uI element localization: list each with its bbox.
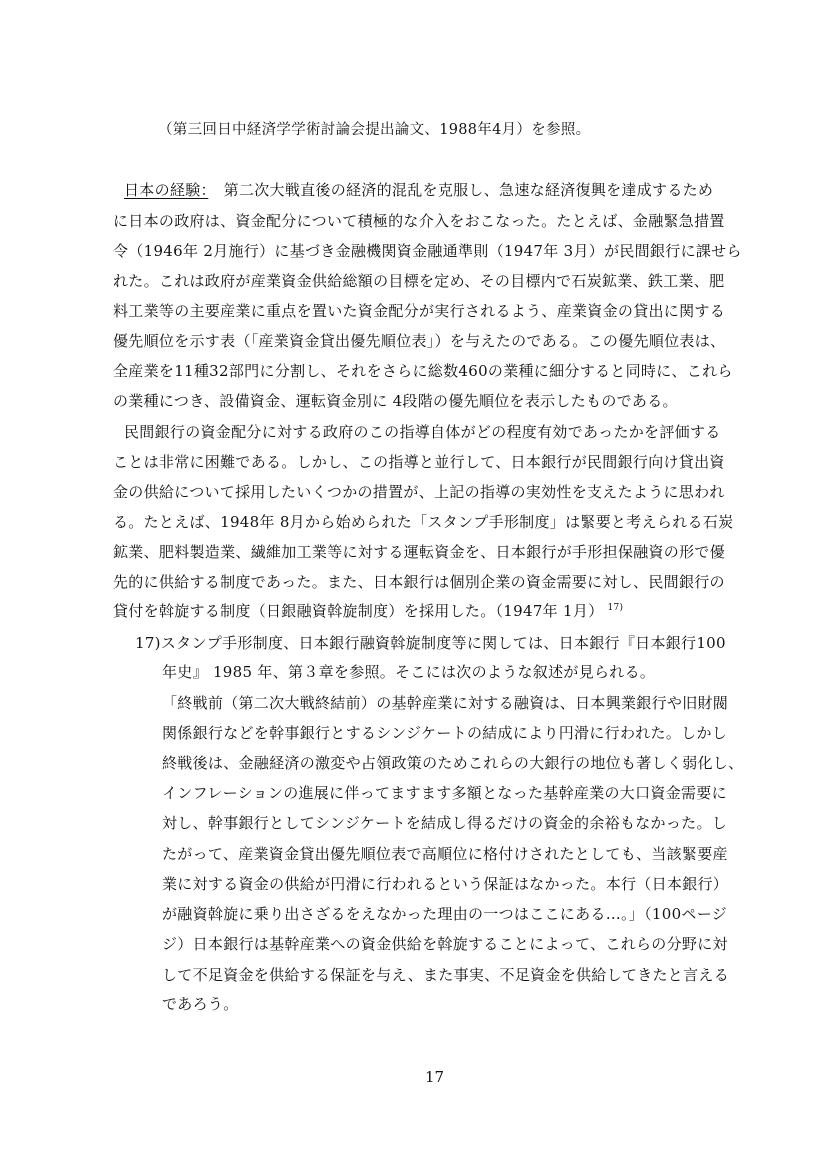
paragraph1-line: 料工業等の主要産業に重点を置いた資金配分が実行されるよう、産業資金の貸出に関する (113, 302, 726, 320)
footnote-quote-line: 「終戦前（第二次大戦終結前）の基幹産業に対する融資は、日本興業銀行や旧財閥 (162, 694, 729, 712)
paragraph2-line: る。たとえば、1948年 8月から始められた「スタンプ手形制度」は緊要と考えられる石炭 (113, 513, 734, 531)
footnote-line: 年史』 1985 年、第３章を参照。そこには次のような叙述が見られる。 (162, 663, 656, 681)
paragraph2-line: ことは非常に困難である。しかし、この指導と並行して、日本銀行が民間銀行向け貸出資 (113, 453, 725, 471)
paragraph1-line: に日本の政府は、資金配分について積極的な介入をおこなった。たとえば、金融緊急措置 (113, 212, 725, 230)
section-first-line-text: 第二次大戦直後の経済的混乱を克服し、急速な経済復興を達成するため (208, 181, 714, 199)
footnote-quote-line: 関係銀行などを幹事銀行とするシンジケートの結成により円滑に行われた。しかし (162, 724, 728, 742)
footnote-quote-line: して不足資金を供給する保証を与え、また事実、不足資金を供給してきたと言える (162, 966, 730, 984)
section-heading: 日本の経験： (124, 181, 209, 199)
footnote-quote-line: が融資斡旋に乗り出さざるをえなかった理由の一つはここにある…。」（100ページ (162, 905, 728, 923)
footnote-quote-line: たがって、産業資金貸出優先順位表で高順位に格付けされたとしても、当該緊要産 (162, 845, 728, 863)
paragraph2-line: 金の供給について採用したいくつかの措置が、上記の指導の実効性を支えたように思われ (113, 483, 725, 501)
paragraph2-line: 先的に供給する制度であった。また、日本銀行は個別企業の資金需要に対し、民間銀行の (113, 573, 725, 591)
paragraph2-last-line-text: 貸付を斡旋する制度（日銀融資斡旋制度）を採用した。（1947年 1月） (113, 602, 604, 620)
footnote-quote-line: ジ）日本銀行は基幹産業への資金供給を斡旋することによって、これらの分野に対 (162, 935, 728, 953)
footnote-quote-line: 業に対する資金の供給が円滑に行われるという保証はなかった。本行（日本銀行） (162, 875, 729, 893)
paragraph1-line: の業種につき、設備資金、運転資金別に 4段階の優先順位を表示したものである。 (113, 392, 678, 410)
footnote-quote-line: であろう。 (162, 995, 239, 1013)
paragraph2-last-line (113, 601, 623, 624)
footnote-marker: 17) (607, 603, 624, 613)
section-first-line (124, 180, 713, 200)
paragraph2-line: 民間銀行の資金配分に対する政府のこの指導自体がどの程度有効であったかを評価する (124, 423, 721, 441)
footnote-line: 17)スタンプ手形制度、日本銀行融資斡旋制度等に関しては、日本銀行『日本銀行100 (135, 634, 726, 652)
paragraph1-line: 令（1946年 2月施行）に基づき金融機関資金融通準則（1947年 3月）が民間銀行に課せら (113, 242, 742, 260)
footnote-quote-line: 対し、幹事銀行としてシンジケートを結成し得るだけの資金的余裕もなかった。し (162, 814, 728, 832)
footnote-quote-line: 終戦後は、金融経済の激変や占領政策のためこれらの大銀行の地位も著しく弱化し、 (162, 754, 744, 772)
reference-note: （第三回日中経済学学術討論会提出論文、1988年4月）を参照。 (158, 122, 591, 138)
paragraph1-line: れた。これは政府が産業資金供給総額の目標を定め、その目標内で石炭鉱業、鉄工業、肥 (113, 272, 725, 290)
paragraph2-line: 鉱業、肥料製造業、繊維加工業等に対する運転資金を、日本銀行が手形担保融資の形で優 (113, 543, 726, 561)
paragraph1-line: 優先順位を示す表（「産業資金貸出優先順位表」）を与えたのである。この優先順位表は、 (113, 332, 726, 350)
footnote-quote-line: インフレーションの進展に伴ってますます多額となった基幹産業の大口資金需要に (162, 784, 727, 802)
page-number: 17 (425, 1068, 445, 1086)
paragraph1-line: 全産業を11種32部門に分割し、それをさらに総数460の業種に細分すると同時に、これら (113, 362, 733, 380)
